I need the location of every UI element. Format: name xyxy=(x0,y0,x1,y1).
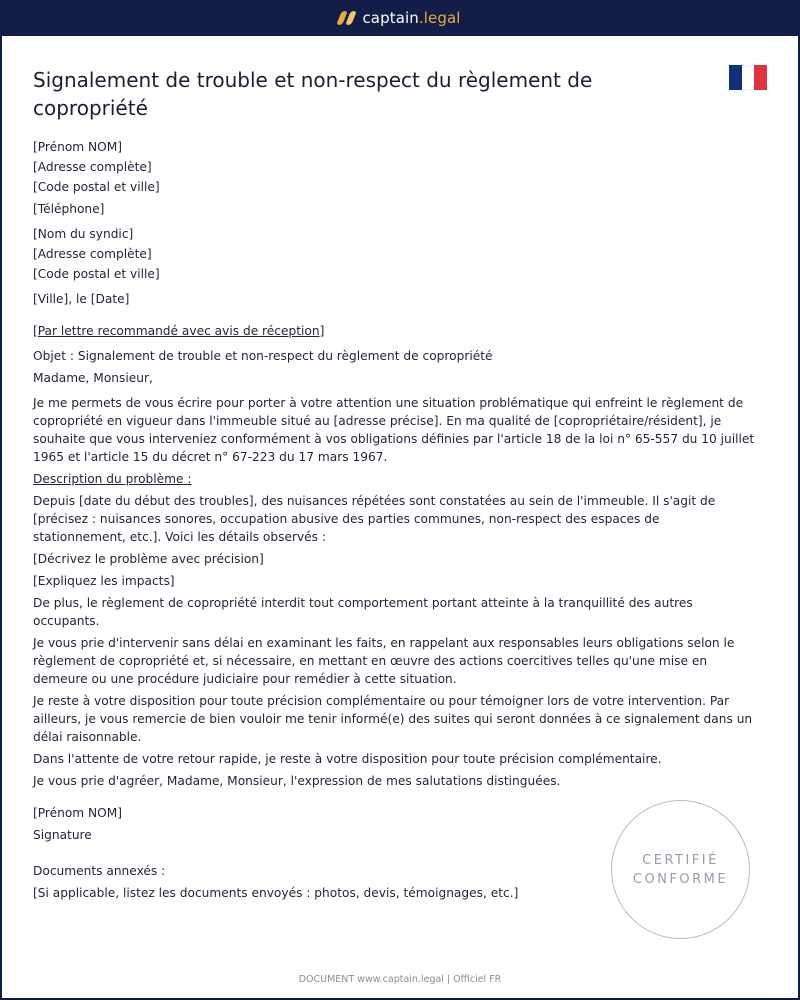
intro-paragraph: Je me permets de vous écrire pour porter à votre attention une situation problématique qui enfreint le règlement de copropriété en vigueur dans l'immeuble situé au [adresse précise]. En ma qualité de [copropriétaire/résident], je souhaite que vous interveniez conformément à vos obligations définies par l'article 18 de la loi n° 65-557 du 10 juillet 1965 et l'article 15 du décret n° 67-223 du 17 mars 1967. xyxy=(33,396,755,464)
document-sheet xyxy=(2,36,798,998)
top-bar xyxy=(0,0,800,36)
sender-address: [Adresse complète] xyxy=(33,160,152,174)
sender-name: [Prénom NOM] xyxy=(33,140,123,154)
recipient-address: [Adresse complète] xyxy=(33,247,152,261)
letter-object: Objet : Signalement de trouble et non-respect du règlement de copropriété xyxy=(33,349,493,363)
brand-logo[interactable] xyxy=(339,9,460,27)
sender-postal-city: [Code postal et ville] xyxy=(33,180,160,194)
annex-list: [Si applicable, listez les documents envoyés : photos, devis, témoignages, etc.] xyxy=(33,886,519,900)
certified-stamp xyxy=(611,800,750,939)
problem-heading: Description du problème : xyxy=(33,472,192,486)
problem-paragraph: Depuis [date du début des troubles], des nuisances répétées sont constatées au sein de l'immeuble. Il s'agit de [précisez : nuisances sonores, occupation abusive des parties communes, non-respect des espaces de stationnement, etc.]. Voici les détails observés : xyxy=(33,494,716,544)
impacts-placeholder: [Expliquez les impacts] xyxy=(33,574,175,588)
annex-heading: Documents annexés : xyxy=(33,864,166,878)
request-paragraph: Je vous prie d'intervenir sans délai en examinant les faits, en rappelant aux responsables leurs obligations selon le règlement de copropriété et, si nécessaire, en mettant en œuvre des actions coercitives telles qu'une mise en demeure ou une procédure judiciaire pour remédier à cette situation. xyxy=(33,636,735,686)
page-footer: DOCUMENT www.captain.legal | Officiel FR xyxy=(298,974,502,985)
brand-name: captain.legal xyxy=(362,9,461,27)
place-date: [Ville], le [Date] xyxy=(33,292,130,306)
french-flag-icon xyxy=(729,65,767,90)
closing-paragraph: Je vous prie d'agréer, Madame, Monsieur, l'expression de mes salutations distinguées. xyxy=(33,774,561,788)
availability-paragraph: Je reste à votre disposition pour toute précision complémentaire ou pour témoigner lors de votre intervention. Par ailleurs, je vous remercie de bien vouloir me tenir informé(e) des suites qui seront données à ce signalement dans un délai raisonnable. xyxy=(33,694,753,744)
stamp-line-2: CONFORME xyxy=(632,871,729,887)
document-title: Signalement de trouble et non-respect du règlement de copropriété xyxy=(33,68,593,120)
captain-legal-logo-icon xyxy=(339,11,354,25)
describe-placeholder: [Décrivez le problème avec précision] xyxy=(33,552,264,566)
rules-paragraph: De plus, le règlement de copropriété interdit tout comportement portant atteinte à la tranquillité des autres occupants. xyxy=(33,596,693,628)
stamp-line-1: CERTIFIÉ xyxy=(642,852,719,868)
waiting-paragraph: Dans l'attente de votre retour rapide, je reste à votre disposition pour toute précision complémentaire. xyxy=(33,752,662,766)
sender-phone: [Téléphone] xyxy=(33,202,105,216)
signature-label: Signature xyxy=(33,828,92,842)
recipient-name: [Nom du syndic] xyxy=(33,227,134,241)
delivery-method: [Par lettre recommandé avec avis de réception] xyxy=(33,324,325,338)
salutation: Madame, Monsieur, xyxy=(33,371,153,385)
recipient-postal-city: [Code postal et ville] xyxy=(33,267,160,281)
signer-name: [Prénom NOM] xyxy=(33,806,123,820)
